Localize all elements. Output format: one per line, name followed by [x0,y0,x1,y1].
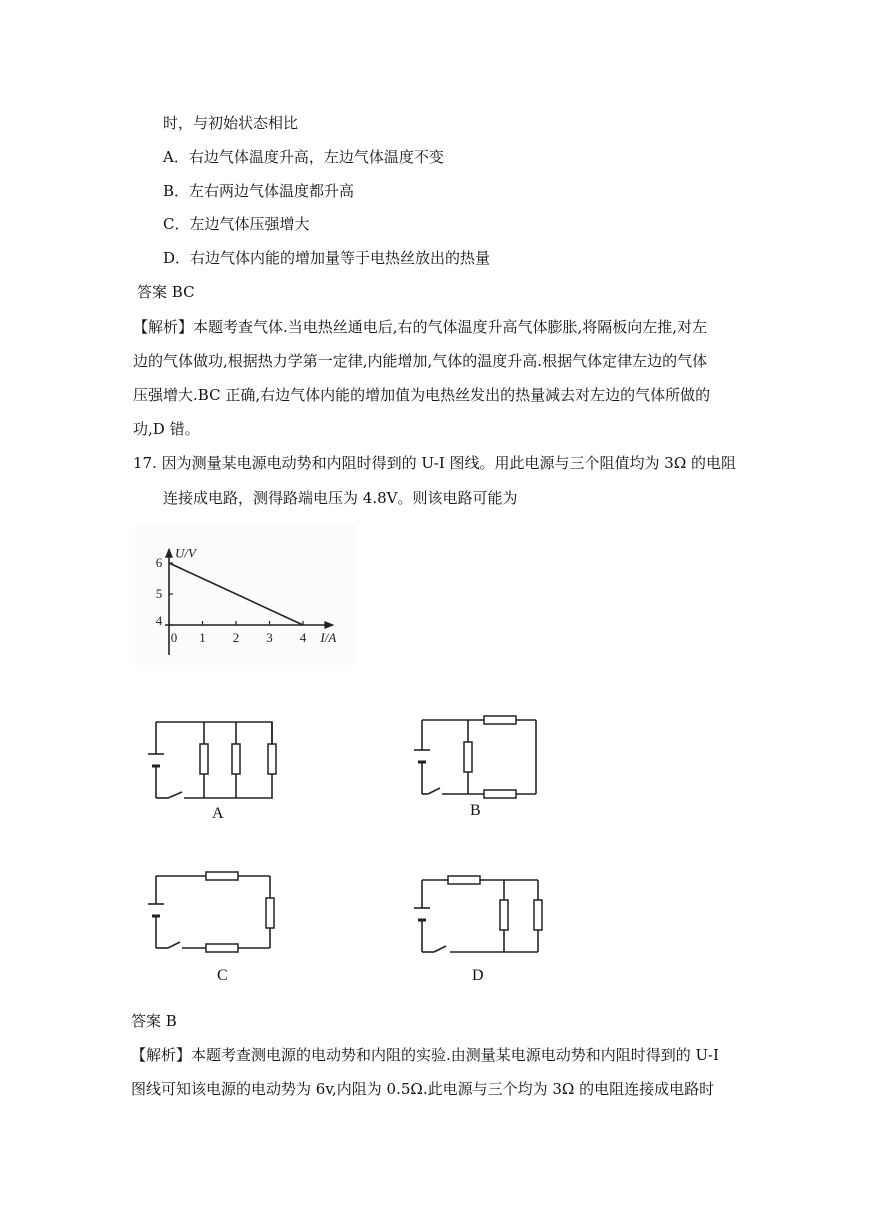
x-tick-label: 3 [266,630,273,645]
q17-stem-line-2: 连接成电路，测得路端电压为 4.8V。则该电路可能为 [163,489,518,507]
q16-stem-tail: 时，与初始状态相比 [163,114,299,132]
circuit-b [412,714,562,804]
q16-answer: 答案 BC [137,283,195,301]
y-axis-label: U/V [175,545,196,561]
circuit-d [410,874,560,964]
q16-analysis-line-1: 【解析】本题考查气体.当电热丝通电后,右的气体温度升高气体膨胀,将隔板向左推,对左 [133,318,708,336]
q16-analysis-line-2: 边的气体做功,根据热力学第一定律,内能增加,气体的温度升高.根据气体定律左边的气体 [133,352,708,370]
q16-analysis-line-4: 功,D 错。 [133,420,200,438]
circuit-a-label: A [212,805,224,822]
q17-analysis-line-1: 【解析】本题考查测电源的电动势和内阻的实验.由测量某电源电动势和内阻时得到的 U-I [131,1046,719,1064]
x-tick-label: 0 [170,630,178,645]
q16-option-a: A．右边气体温度升高，左边气体温度不变 [163,148,444,166]
q17-analysis-line-2: 图线可知该电源的电动势为 6v,内阻为 0.5Ω.此电源与三个均为 3Ω 的电阻连接成电路时 [131,1080,715,1098]
x-tick-label: 4 [299,630,307,645]
x-axis-label: I/A [320,630,337,645]
circuit-c-label: C [217,967,228,984]
q16-option-b: B．左右两边气体温度都升高 [163,182,355,200]
q17-answer: 答案 B [131,1012,177,1030]
q16-option-c: C．左边气体压强增大 [163,215,310,233]
y-tick-label: 6 [155,555,163,570]
circuit-a [148,716,298,806]
y-tick-label: 5 [155,586,163,601]
x-tick-label: 2 [232,630,240,645]
circuit-d-label: D [472,967,484,984]
q16-analysis-line-3: 压强增大.BC 正确,右边气体内能的增加值为电热丝发出的热量减去对左边的气体所做的 [133,386,711,404]
q16-option-d: D．右边气体内能的增加量等于电热丝放出的热量 [163,249,491,267]
circuit-c [146,870,296,960]
u-i-graph [135,525,355,665]
y-tick-label: 4 [155,613,163,628]
q17-stem-line-1: 17. 因为测量某电源电动势和内阻时得到的 U-I 图线。用此电源与三个阻值均为 3Ω 的电阻 [133,454,737,472]
circuit-b-label: B [470,802,481,819]
x-tick-label: 1 [199,630,206,645]
